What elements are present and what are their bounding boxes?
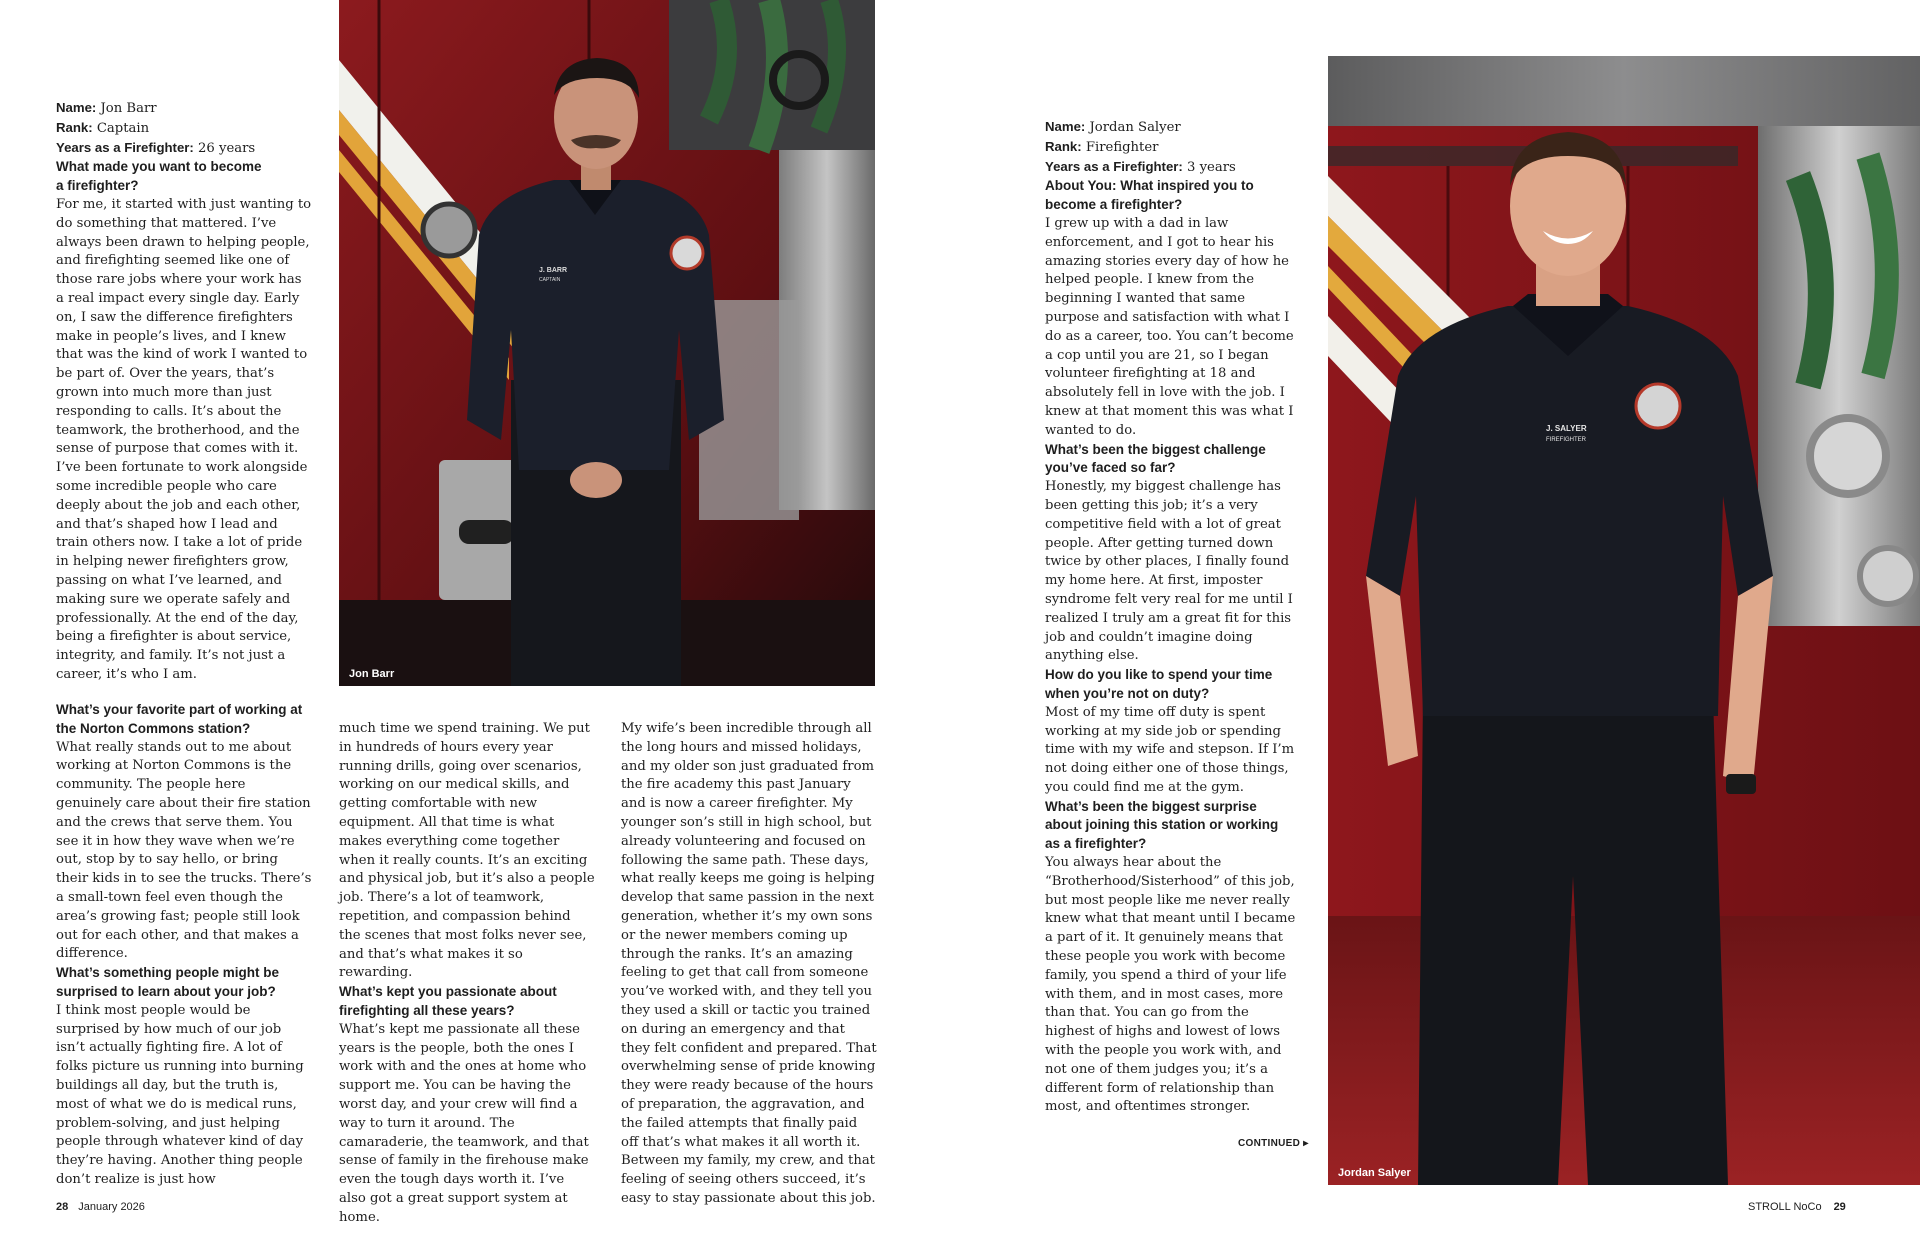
answer-text: My wife’s been incredible through all the long hours and missed holidays, and my older son just graduated from the fire academy this past January and is now a career firefighter. My younger son’s still in high school, but already volunteering and focused on following the same path. These days, what really keeps me going is helping develop that same passion in the next generation, whether it’s my own sons or the newer members coming up through the ranks. It’s an amazing feeling to get that call from someone you’ve worked with, and they tell you they used a skill or tactic you trained on during an emergency and that they felt confident and prepared. That overwhelming sense of pride knowing they were ready because of the hours of preparation, the aggravation, and the failed attempts that finally paid off that’s what makes it all worth it. Between my family, my crew, and that feeling of seeing others succeed, it’s easy to stay passionate about this job.	[621, 721, 877, 1206]
answer-text: Honestly, my biggest challenge has been getting this job; it’s a very competitive field with a lot of great people. After getting turned down twice by other places, I finally found my home here. At first, imposter syndrome felt very real for me until I realized I truly am a great fit for this job and couldn’t imagine doing anything else.	[1045, 479, 1293, 664]
rank-field: Rank: Captain	[56, 119, 150, 136]
rank-field: Rank: Firefighter	[1045, 138, 1159, 155]
answer-text: For me, it started with just wanting to do something that mattered. I’ve always been drawn to helping people, and firefighting seemed like one of those rare jobs where your work has a real impact every single day. Early on, I saw the difference firefighters make in people’s lives, and I knew that was the kind of work I wanted to be part of. Over the years, that’s grown into much more than just responding to calls. It’s about the teamwork, the brotherhood, and the sense of purpose that comes with it. I’ve been fortunate to work alongside some incredible people who care deeply about the job and each other, and that’s shaped how I lead and train others now. I take a lot of pride in helping newer firefighters grow, passing on what I’ve learned, and making sure we operate safely and professionally. At the end of the day, being a firefighter is about service, integrity, and family. It’s not just a career, it’s who I am.	[56, 196, 312, 682]
jon-barr-photo	[339, 0, 875, 686]
answer-text: You always hear about the “Brotherhood/Sisterhood” of this job, but most people like me never really knew what that meant until I became a part of it. It genuinely means that these people you work with become family, you spend a third of your life with them, and in most cases, more than that. You can go from the highest of highs and lowest of lows with the people you work with, and not one of them judges you; it’s a different form of relationship than most, and oftentimes stronger.	[1045, 855, 1296, 1115]
question-heading: How do you like to spend your time when you’re not on duty?	[1045, 667, 1273, 701]
question-heading: What’s something people might be surprised to learn about your job?	[56, 965, 280, 999]
question-heading: What’s been the biggest challenge you’ve faced so far?	[1045, 441, 1266, 476]
center-column	[339, 720, 595, 1228]
answer-text: Most of my time off duty is spent working at my side job or spending time with my wife and stepson. If I’m not doing either one of those things, you could find me at the gym.	[1045, 704, 1295, 795]
years-value: 26 years	[198, 140, 256, 156]
right-folio	[1748, 1201, 1846, 1213]
answer-text: much time we spend training. We put in hundreds of hours every year running drills, going over scenarios, working on our medical skills, and getting comfortable with new equipment. All that time is what makes everything come together when it really counts. It’s an exciting and physical job, but it’s also a people job. There’s a lot of teamwork, repetition, and compassion behind the scenes that most folks never see, and that’s what makes it so rewarding.	[339, 721, 595, 981]
continued-link[interactable]	[1238, 1138, 1309, 1149]
jordan-salyer-illustration	[1328, 56, 1920, 1185]
jordan-salyer-photo	[1328, 56, 1920, 1185]
years-value: 3 years	[1187, 159, 1236, 175]
arrow-right-icon: ▸	[1303, 1138, 1309, 1149]
answer-text: What’s kept me passionate all these years is the people, both the ones I work with and the ones at home who support me. You can be having the worst day, and your crew will find a way to turn it around. The camaraderie, the teamwork, and that sense of family in the firehouse make even the tough days worth it. I’ve also got a great support system at home.	[339, 1021, 589, 1225]
name-field: Name: Jon Barr	[56, 100, 157, 116]
answer-text: I grew up with a dad in law enforcement, and I got to hear his amazing stories every day of how he helped people. I knew from the beginning I wanted that same purpose and satisfaction with what I do as a career, too. You can’t become a cop until you are 21, so I began volunteer firefighting at 18 and absolutely fell in love with the job. I knew at that moment this was what I wanted to do.	[1045, 215, 1294, 438]
badge-rank-text: FIREFIGHTER	[1546, 437, 1586, 443]
left-column-lower	[56, 701, 312, 1190]
left-profile-column	[56, 99, 312, 685]
name-value: Jon Barr	[100, 101, 157, 116]
right-text-column	[1045, 118, 1301, 1117]
badge-name-text: J. BARR	[539, 267, 568, 274]
years-field: Years as a Firefighter: 3 years	[1045, 158, 1236, 175]
page-number: 29	[1833, 1201, 1846, 1213]
rank-value: Captain	[96, 120, 150, 136]
question-heading: What’s been the biggest surprise about joining this station or working as a firefighter?	[1045, 798, 1279, 852]
name-value: Jordan Salyer	[1089, 120, 1181, 135]
years-field: Years as a Firefighter: 26 years	[56, 139, 256, 156]
photo-caption: Jordan Salyer	[1338, 1167, 1411, 1179]
question-heading: About You: What inspired you to become a firefighter?	[1045, 178, 1254, 213]
answer-text: I think most people would be surprised by how much of our job isn’t actually fighting fire. A lot of folks picture us running into burning buildings all day, but the truth is, most of what we do is medical runs, problem-solving, and just helping people through whatever kind of day they’re having. Another thing people don’t realize is just how	[56, 1002, 304, 1187]
answer-text: What really stands out to me about working at Norton Commons is the community. The people here genuinely care about their fire station and the crews that serve them. You see it in how they wave when we’re out, stop by to say hello, or bring their kids in to see the trucks. There’s a small-town feel even though the area’s growing fast; people still look out for each other, and that makes a difference.	[56, 739, 312, 962]
question-heading: What made you want to become a firefighter?	[56, 159, 262, 194]
badge-rank-text: CAPTAIN	[539, 277, 561, 283]
left-folio	[56, 1201, 145, 1213]
page-number: 28	[56, 1201, 69, 1213]
photo-caption: Jon Barr	[349, 668, 395, 680]
magazine-name: STROLL NoCo	[1748, 1201, 1822, 1213]
jon-barr-illustration	[339, 0, 875, 686]
question-heading: What’s your favorite part of working at the Norton Commons station?	[56, 702, 303, 736]
issue-date: January 2026	[78, 1201, 145, 1213]
rank-value: Firefighter	[1085, 139, 1159, 155]
question-heading: What’s kept you passionate about firefighting all these years?	[339, 984, 557, 1018]
badge-name-text: J. SALYER	[1546, 424, 1587, 433]
right-column-left-page	[621, 720, 877, 1209]
name-field: Name: Jordan Salyer	[1045, 119, 1181, 135]
continued-label: CONTINUED	[1238, 1138, 1301, 1149]
